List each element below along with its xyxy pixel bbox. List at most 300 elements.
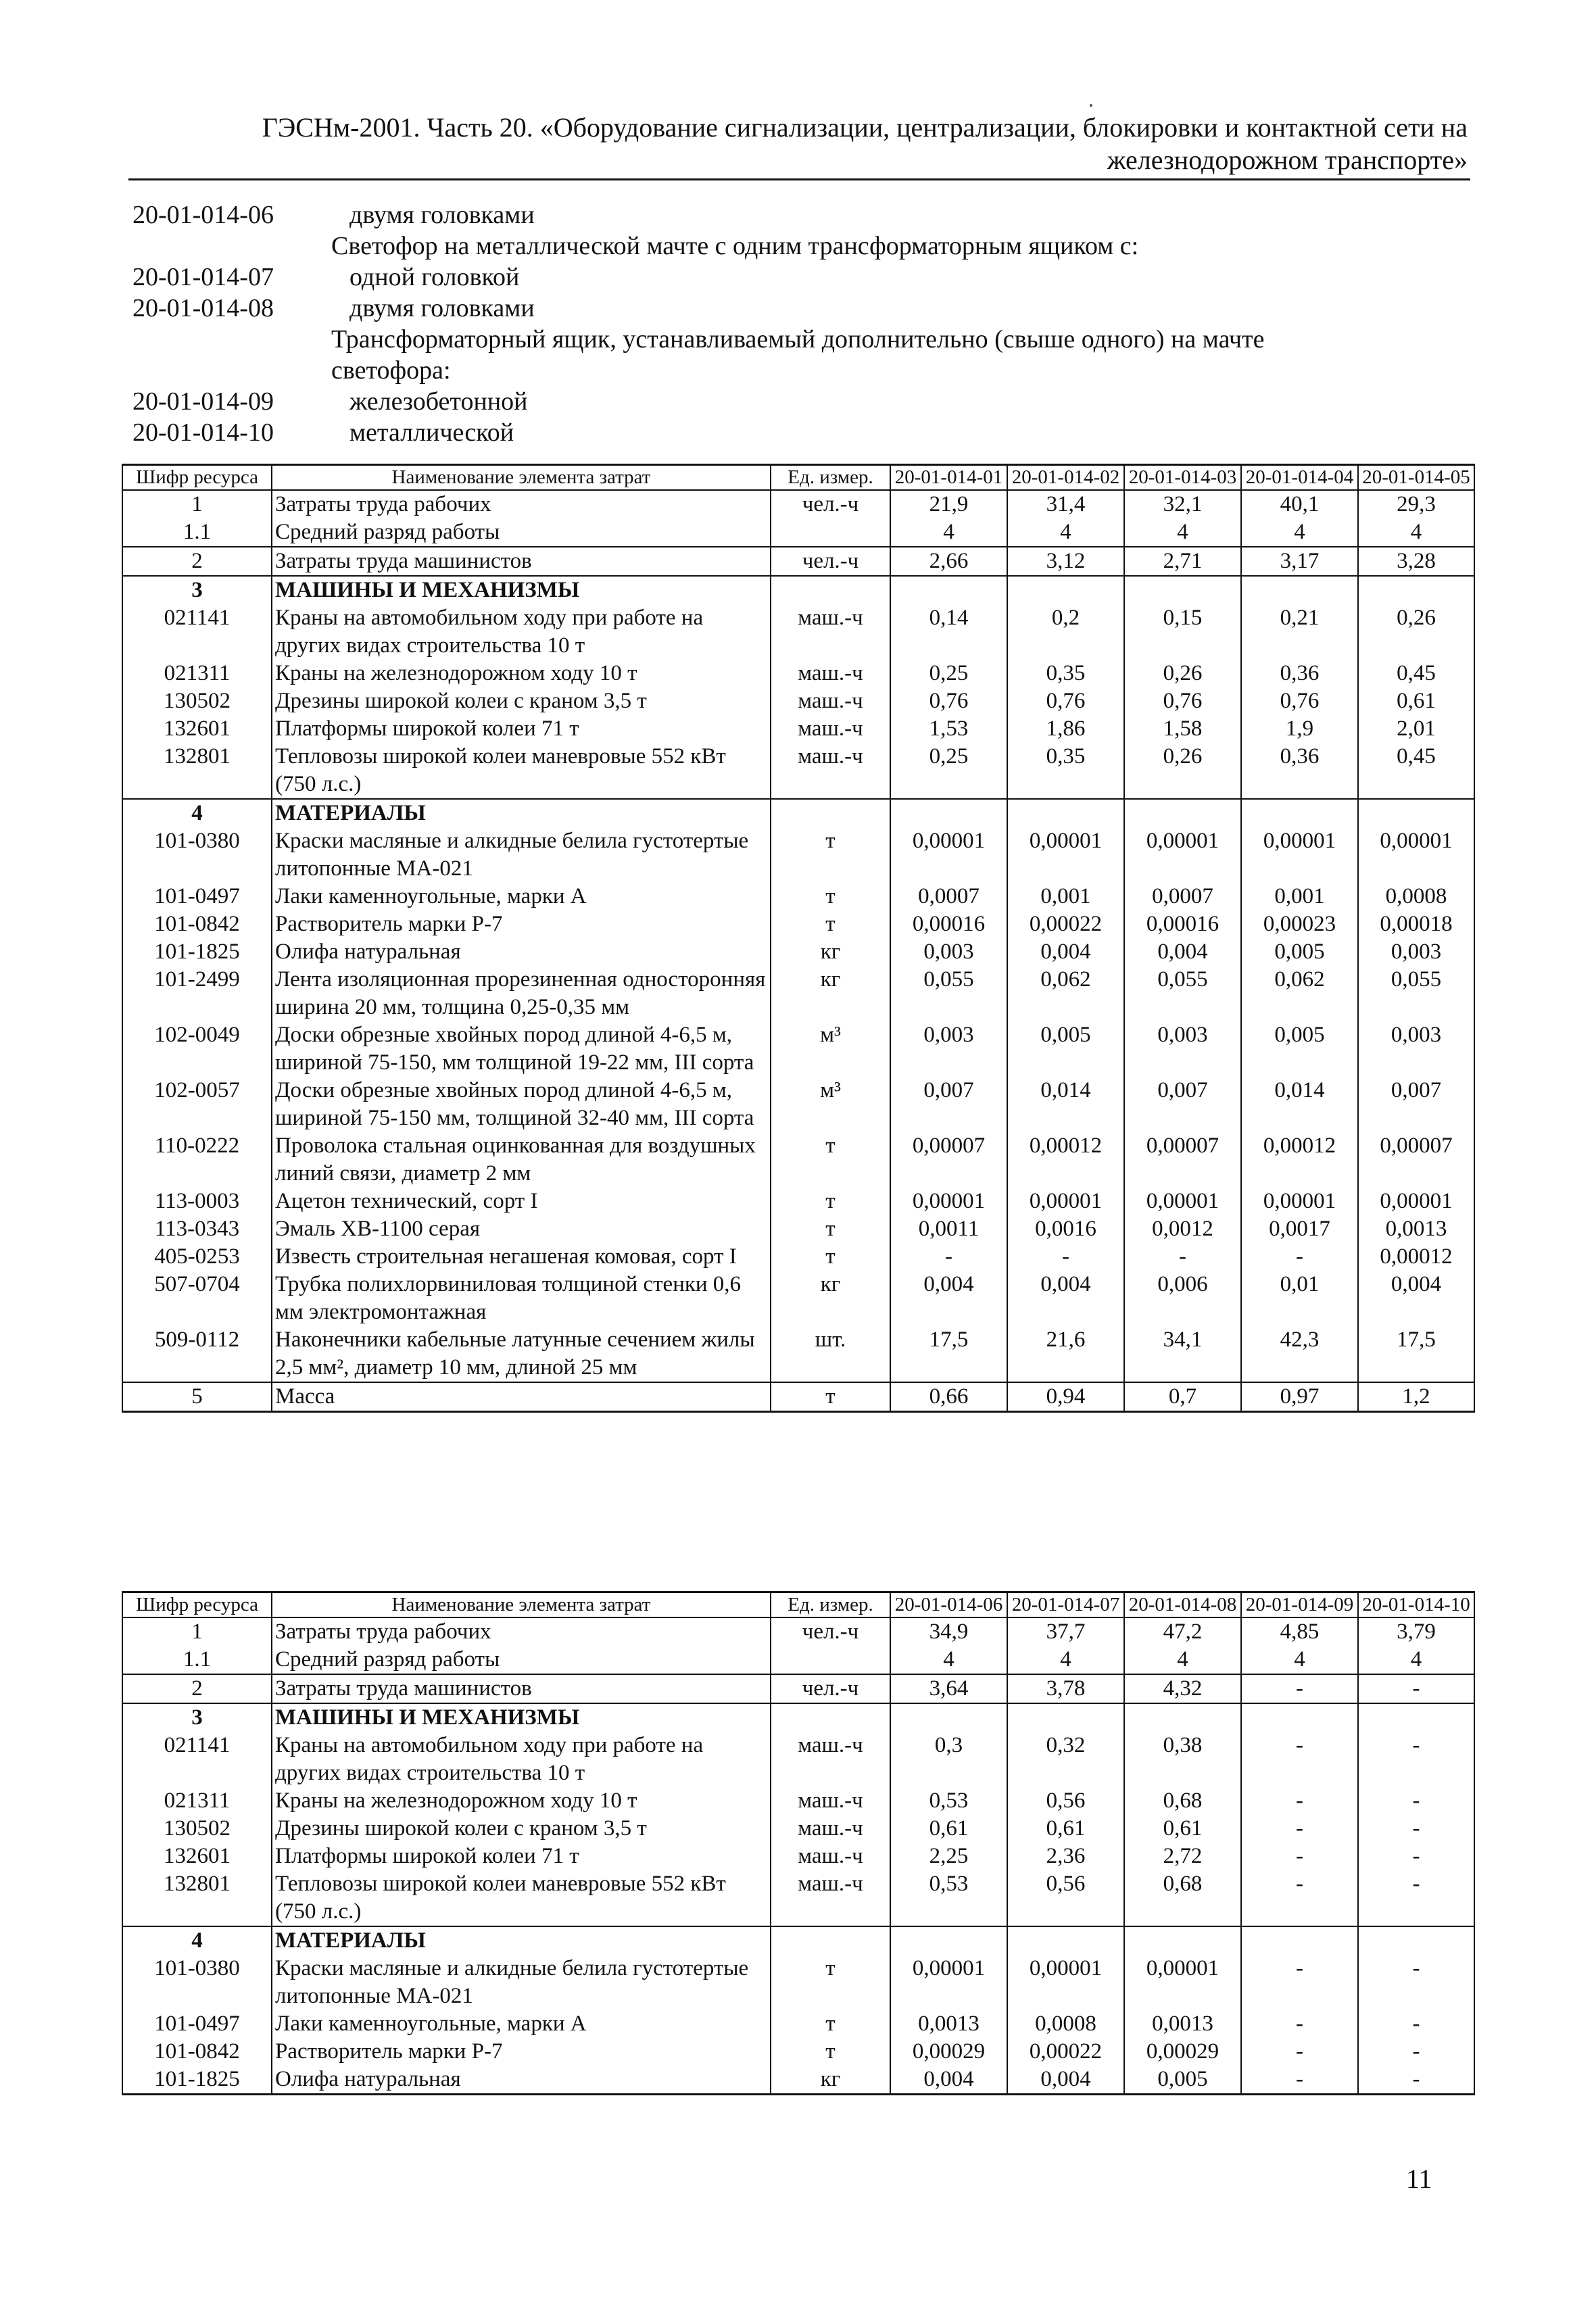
resource-value: - xyxy=(1358,2038,1474,2066)
resource-unit: маш.-ч xyxy=(771,604,890,660)
table-row xyxy=(122,883,1474,910)
resource-value: 0,00029 xyxy=(890,2038,1007,2066)
resource-value: 0,0017 xyxy=(1241,1215,1358,1243)
resource-value: 0,0011 xyxy=(890,1215,1007,1243)
resource-value: 0,005 xyxy=(1241,938,1358,966)
resource-value xyxy=(1241,576,1358,604)
resource-value: 0,00022 xyxy=(1007,910,1124,938)
resource-name: Дрезины широкой колеи с краном 3,5 т xyxy=(272,1815,771,1843)
resource-value: - xyxy=(1358,1843,1474,1870)
resource-name: Краски масляные и алкидные белила густотертые литопонные МА-021 xyxy=(272,1955,771,2010)
resource-unit: кг xyxy=(771,2066,890,2095)
header-column-code: 20-01-014-05 xyxy=(1358,465,1474,491)
resource-value: 4 xyxy=(1007,1646,1124,1674)
resource-name: Краны на автомобильном ходу при работе на других видах строительства 10 т xyxy=(272,1732,771,1787)
resource-code: 4 xyxy=(122,799,272,827)
resource-value: 0,36 xyxy=(1241,743,1358,799)
intro-text: светофора: xyxy=(331,356,451,385)
resource-value: 34,9 xyxy=(890,1617,1007,1646)
table-row xyxy=(122,1926,1474,1955)
resource-value: 47,2 xyxy=(1124,1617,1241,1646)
resource-value: 0,76 xyxy=(1124,687,1241,715)
resource-value: 2,25 xyxy=(890,1843,1007,1870)
resource-value: - xyxy=(1358,1674,1474,1703)
resource-value: 0,014 xyxy=(1007,1077,1124,1132)
resource-value: 0,00001 xyxy=(1358,827,1474,883)
resource-value: 0,00012 xyxy=(1241,1132,1358,1188)
resource-value: 0,61 xyxy=(1124,1815,1241,1843)
resource-unit: маш.-ч xyxy=(771,1815,890,1843)
intro-code: 20-01-014-09 xyxy=(132,387,274,416)
resource-code: 021311 xyxy=(122,1787,272,1815)
resource-name: Затраты труда машинистов xyxy=(272,547,771,576)
table-row xyxy=(122,910,1474,938)
resource-value: 0,66 xyxy=(890,1382,1007,1412)
resource-value xyxy=(1358,576,1474,604)
resource-value: 0,00001 xyxy=(890,1188,1007,1215)
resource-value: 0,00001 xyxy=(1124,1955,1241,2010)
resource-name: Лаки каменноугольные, марки А xyxy=(272,883,771,910)
table-row xyxy=(122,743,1474,799)
resource-code: 101-0497 xyxy=(122,2010,272,2038)
resource-unit: чел.-ч xyxy=(771,1674,890,1703)
resource-code: 1.1 xyxy=(122,1646,272,1674)
resource-value: 0,004 xyxy=(1007,1271,1124,1326)
resource-value: 0,00001 xyxy=(890,827,1007,883)
resource-unit: т xyxy=(771,1132,890,1188)
table-row xyxy=(122,966,1474,1021)
resource-value xyxy=(1358,1703,1474,1732)
resource-value: 0,53 xyxy=(890,1870,1007,1926)
table-row xyxy=(122,1132,1474,1188)
resource-code: 405-0253 xyxy=(122,1243,272,1271)
resource-value: 0,062 xyxy=(1241,966,1358,1021)
table-row xyxy=(122,1646,1474,1674)
resource-value xyxy=(890,1926,1007,1955)
header-column-code: 20-01-014-07 xyxy=(1007,1592,1124,1618)
resource-value: 0,00001 xyxy=(1124,827,1241,883)
resource-value: 0,003 xyxy=(1124,1021,1241,1077)
resource-value: 0,0012 xyxy=(1124,1215,1241,1243)
resource-code: 132801 xyxy=(122,1870,272,1926)
resource-value: 4 xyxy=(1007,518,1124,547)
resource-value xyxy=(1241,799,1358,827)
resource-value: 0,76 xyxy=(1007,687,1124,715)
resource-name: Краны на автомобильном ходу при работе на других видах строительства 10 т xyxy=(272,604,771,660)
resource-name: МАТЕРИАЛЫ xyxy=(272,799,771,827)
resource-unit: маш.-ч xyxy=(771,1787,890,1815)
page-number: 11 xyxy=(1406,2164,1432,2194)
resource-name: Проволока стальная оцинкованная для воздушных линий связи, диаметр 2 мм xyxy=(272,1132,771,1188)
resource-value xyxy=(1124,799,1241,827)
resource-unit xyxy=(771,799,890,827)
resource-value xyxy=(890,576,1007,604)
resource-code: 101-0842 xyxy=(122,910,272,938)
table-row xyxy=(122,715,1474,743)
resource-value: - xyxy=(1241,2038,1358,2066)
resource-value: 0,26 xyxy=(1358,604,1474,660)
resource-value: 0,005 xyxy=(1241,1021,1358,1077)
resource-value: 0,0013 xyxy=(890,2010,1007,2038)
resource-unit: чел.-ч xyxy=(771,1617,890,1646)
running-header-line-1: ГЭСНм-2001. Часть 20. «Оборудование сигнализации, централизации, блокировки и контактной сети на xyxy=(262,112,1468,143)
resource-value: 0,00001 xyxy=(1358,1188,1474,1215)
resource-unit: т xyxy=(771,2038,890,2066)
resource-unit xyxy=(771,1703,890,1732)
resource-code: 101-1825 xyxy=(122,938,272,966)
resource-value: 0,003 xyxy=(1358,1021,1474,1077)
resource-value: 0,005 xyxy=(1007,1021,1124,1077)
table-row xyxy=(122,827,1474,883)
resource-value: 4 xyxy=(1124,518,1241,547)
intro-text: металлической xyxy=(349,418,514,447)
table-row xyxy=(122,1271,1474,1326)
resource-code: 021141 xyxy=(122,604,272,660)
resource-name: Олифа натуральная xyxy=(272,938,771,966)
resource-code: 021311 xyxy=(122,660,272,687)
resource-value: 3,12 xyxy=(1007,547,1124,576)
table-row xyxy=(122,1815,1474,1843)
resource-value: - xyxy=(1358,1815,1474,1843)
resource-value: 0,26 xyxy=(1124,743,1241,799)
resource-value: 0,0008 xyxy=(1358,883,1474,910)
resource-value: 0,003 xyxy=(890,938,1007,966)
resource-value xyxy=(1007,576,1124,604)
resource-unit: чел.-ч xyxy=(771,547,890,576)
header-column-code: 20-01-014-03 xyxy=(1124,465,1241,491)
resource-code: 130502 xyxy=(122,687,272,715)
resource-code: 507-0704 xyxy=(122,1271,272,1326)
resource-code: 113-0343 xyxy=(122,1215,272,1243)
resource-value: - xyxy=(1241,1243,1358,1271)
resource-value: 0,004 xyxy=(890,1271,1007,1326)
resource-unit xyxy=(771,576,890,604)
resource-value xyxy=(1124,1703,1241,1732)
resource-value: - xyxy=(1241,1732,1358,1787)
resource-code: 1 xyxy=(122,1617,272,1646)
resource-value: 37,7 xyxy=(1007,1617,1124,1646)
resource-code: 101-0380 xyxy=(122,1955,272,2010)
resource-unit: кг xyxy=(771,966,890,1021)
resource-value: 0,00001 xyxy=(890,1955,1007,2010)
resource-unit: чел.-ч xyxy=(771,490,890,518)
resource-value: 0,01 xyxy=(1241,1271,1358,1326)
resource-code: 509-0112 xyxy=(122,1326,272,1382)
resource-value: - xyxy=(1241,2010,1358,2038)
resource-unit: т xyxy=(771,827,890,883)
resource-value: 0,00022 xyxy=(1007,2038,1124,2066)
resource-value: 4 xyxy=(1124,1646,1241,1674)
resource-name: Растворитель марки Р-7 xyxy=(272,910,771,938)
resource-value: 0,97 xyxy=(1241,1382,1358,1412)
table-row xyxy=(122,604,1474,660)
resource-code: 2 xyxy=(122,1674,272,1703)
table-row xyxy=(122,576,1474,604)
header-code: Шифр ресурса xyxy=(122,1592,272,1618)
resource-unit: кг xyxy=(771,1271,890,1326)
resource-code: 3 xyxy=(122,1703,272,1732)
resource-value: 0,001 xyxy=(1007,883,1124,910)
resource-value: 2,72 xyxy=(1124,1843,1241,1870)
resource-value: 31,4 xyxy=(1007,490,1124,518)
resource-code: 5 xyxy=(122,1382,272,1412)
resource-unit: кг xyxy=(771,938,890,966)
resource-code: 3 xyxy=(122,576,272,604)
resource-code: 021141 xyxy=(122,1732,272,1787)
resource-value: - xyxy=(1358,2010,1474,2038)
running-header-line-2: железнодорожном транспорте» xyxy=(1107,145,1468,175)
resource-unit: маш.-ч xyxy=(771,1870,890,1926)
resource-value xyxy=(890,1703,1007,1732)
resource-name: Растворитель марки Р-7 xyxy=(272,2038,771,2066)
resource-value: 32,1 xyxy=(1124,490,1241,518)
resource-value: 42,3 xyxy=(1241,1326,1358,1382)
resource-value: 0,0008 xyxy=(1007,2010,1124,2038)
table-row xyxy=(122,1955,1474,2010)
resource-value: - xyxy=(1241,1815,1358,1843)
resource-table-1 xyxy=(122,464,1475,1413)
resource-value: - xyxy=(1358,1870,1474,1926)
resource-value: 2,36 xyxy=(1007,1843,1124,1870)
intro-text: двумя головками xyxy=(349,201,535,229)
resource-value: 0,0007 xyxy=(890,883,1007,910)
resource-unit: м³ xyxy=(771,1021,890,1077)
resource-value: 0,00023 xyxy=(1241,910,1358,938)
resource-value: 0,45 xyxy=(1358,660,1474,687)
table-header-row xyxy=(122,465,1474,491)
resource-value: 0,00001 xyxy=(1007,1955,1124,2010)
resource-value: 0,007 xyxy=(1358,1077,1474,1132)
resource-code: 101-0842 xyxy=(122,2038,272,2066)
resource-code: 132601 xyxy=(122,1843,272,1870)
resource-value: - xyxy=(1358,1787,1474,1815)
resource-unit: маш.-ч xyxy=(771,743,890,799)
resource-value: 0,25 xyxy=(890,660,1007,687)
resource-name: Платформы широкой колеи 71 т xyxy=(272,715,771,743)
table-row xyxy=(122,1843,1474,1870)
resource-unit: шт. xyxy=(771,1326,890,1382)
resource-value: 1,53 xyxy=(890,715,1007,743)
resource-value: 0,32 xyxy=(1007,1732,1124,1787)
table-row xyxy=(122,1674,1474,1703)
resource-table-2 xyxy=(122,1591,1475,2095)
resource-value: 0,00001 xyxy=(1241,827,1358,883)
resource-value: 0,26 xyxy=(1124,660,1241,687)
resource-value: - xyxy=(1358,1955,1474,2010)
resource-value: 21,6 xyxy=(1007,1326,1124,1382)
resource-value xyxy=(1007,1926,1124,1955)
resource-code: 130502 xyxy=(122,1815,272,1843)
resource-name: Масса xyxy=(272,1382,771,1412)
table-row xyxy=(122,547,1474,576)
resource-value: 4 xyxy=(890,1646,1007,1674)
resource-value: 0,007 xyxy=(890,1077,1007,1132)
resource-code: 101-0497 xyxy=(122,883,272,910)
intro-text: одной головкой xyxy=(349,263,520,291)
resource-unit xyxy=(771,1926,890,1955)
resource-value: 0,15 xyxy=(1124,604,1241,660)
resource-value: 0,00001 xyxy=(1007,827,1124,883)
resource-value: 0,062 xyxy=(1007,966,1124,1021)
intro-text: железобетонной xyxy=(349,387,528,416)
table-row xyxy=(122,1870,1474,1926)
resource-name: Средний разряд работы xyxy=(272,1646,771,1674)
table-row xyxy=(122,1188,1474,1215)
resource-code: 110-0222 xyxy=(122,1132,272,1188)
resource-unit: маш.-ч xyxy=(771,687,890,715)
resource-value: 0,00016 xyxy=(890,910,1007,938)
resource-value: 0,56 xyxy=(1007,1787,1124,1815)
header-column-code: 20-01-014-02 xyxy=(1007,465,1124,491)
resource-value: 3,64 xyxy=(890,1674,1007,1703)
resource-value: 0,00012 xyxy=(1358,1243,1474,1271)
table-row xyxy=(122,1787,1474,1815)
resource-value: 0,21 xyxy=(1241,604,1358,660)
table-row xyxy=(122,518,1474,547)
resource-unit: т xyxy=(771,2010,890,2038)
resource-unit: т xyxy=(771,910,890,938)
resource-value: 1,9 xyxy=(1241,715,1358,743)
resource-name: Средний разряд работы xyxy=(272,518,771,547)
table-row xyxy=(122,687,1474,715)
header-name: Наименование элемента затрат xyxy=(272,1592,771,1618)
resource-value: 2,71 xyxy=(1124,547,1241,576)
resource-value: 0,61 xyxy=(1007,1815,1124,1843)
resource-unit: маш.-ч xyxy=(771,715,890,743)
table-header-row xyxy=(122,1592,1474,1618)
resource-value: 0,00016 xyxy=(1124,910,1241,938)
resource-name: Эмаль ХВ-1100 серая xyxy=(272,1215,771,1243)
resource-value xyxy=(1007,1703,1124,1732)
resource-value: 0,38 xyxy=(1124,1732,1241,1787)
table-row xyxy=(122,660,1474,687)
resource-code: 113-0003 xyxy=(122,1188,272,1215)
resource-value: 0,004 xyxy=(1007,2066,1124,2095)
resource-unit: т xyxy=(771,1215,890,1243)
table-row xyxy=(122,938,1474,966)
table-row xyxy=(122,490,1474,518)
resource-value: 0,004 xyxy=(1007,938,1124,966)
resource-value xyxy=(1124,576,1241,604)
resource-value xyxy=(890,799,1007,827)
resource-name: Доски обрезные хвойных пород длиной 4-6,5 м, шириной 75-150, мм толщиной 19-22 мм, III сорта xyxy=(272,1021,771,1077)
resource-value: - xyxy=(1241,1955,1358,2010)
resource-value: 4 xyxy=(1358,1646,1474,1674)
resource-code: 1 xyxy=(122,490,272,518)
resource-value: 0,94 xyxy=(1007,1382,1124,1412)
resource-value: 17,5 xyxy=(1358,1326,1474,1382)
resource-unit: м³ xyxy=(771,1077,890,1132)
resource-value: 4 xyxy=(1358,518,1474,547)
resource-unit: т xyxy=(771,1243,890,1271)
resource-value xyxy=(1241,1703,1358,1732)
table-row xyxy=(122,2066,1474,2095)
resource-name: Лента изоляционная прорезиненная односторонняя ширина 20 мм, толщина 0,25-0,35 мм xyxy=(272,966,771,1021)
table-row xyxy=(122,1382,1474,1412)
resource-value: 3,79 xyxy=(1358,1617,1474,1646)
resource-name: Известь строительная негашеная комовая, сорт I xyxy=(272,1243,771,1271)
resource-code: 4 xyxy=(122,1926,272,1955)
resource-code: 1.1 xyxy=(122,518,272,547)
resource-name: Наконечники кабельные латунные сечением жилы 2,5 мм², диаметр 10 мм, длиной 25 мм xyxy=(272,1326,771,1382)
resource-value: 0,055 xyxy=(890,966,1007,1021)
header-column-code: 20-01-014-09 xyxy=(1241,1592,1358,1618)
resource-value: 40,1 xyxy=(1241,490,1358,518)
resource-code: 132801 xyxy=(122,743,272,799)
intro-text: двумя головками xyxy=(349,294,535,322)
resource-name: Краны на железнодорожном ходу 10 т xyxy=(272,1787,771,1815)
table-row xyxy=(122,1077,1474,1132)
intro-code: 20-01-014-06 xyxy=(132,201,274,229)
resource-value: 0,3 xyxy=(890,1732,1007,1787)
intro-text: Трансформаторный ящик, устанавливаемый дополнительно (свыше одного) на мачте xyxy=(331,325,1265,354)
resource-unit: т xyxy=(771,1188,890,1215)
header-unit: Ед. измер. xyxy=(771,1592,890,1618)
resource-value: 0,0013 xyxy=(1124,2010,1241,2038)
resource-value: 0,68 xyxy=(1124,1787,1241,1815)
resource-value: 0,00007 xyxy=(1358,1132,1474,1188)
table-row xyxy=(122,1617,1474,1646)
resource-value: 4,32 xyxy=(1124,1674,1241,1703)
header-column-code: 20-01-014-10 xyxy=(1358,1592,1474,1618)
resource-unit xyxy=(771,518,890,547)
resource-value: 0,68 xyxy=(1124,1870,1241,1926)
resource-value: 0,007 xyxy=(1124,1077,1241,1132)
resource-value: 0,001 xyxy=(1241,883,1358,910)
resource-value: 0,0007 xyxy=(1124,883,1241,910)
resource-value: 2,66 xyxy=(890,547,1007,576)
resource-value: 29,3 xyxy=(1358,490,1474,518)
resource-name: Трубка полихлорвиниловая толщиной стенки 0,6 мм электромонтажная xyxy=(272,1271,771,1326)
resource-value: 4,85 xyxy=(1241,1617,1358,1646)
resource-value xyxy=(1007,799,1124,827)
intro-code: 20-01-014-08 xyxy=(132,294,274,322)
resource-value: 0,61 xyxy=(890,1815,1007,1843)
resource-unit: маш.-ч xyxy=(771,660,890,687)
resource-name: Краны на железнодорожном ходу 10 т xyxy=(272,660,771,687)
resource-value: 0,00012 xyxy=(1007,1132,1124,1188)
resource-code: 101-1825 xyxy=(122,2066,272,2095)
header-column-code: 20-01-014-04 xyxy=(1241,465,1358,491)
resource-value: 0,003 xyxy=(890,1021,1007,1077)
resource-value xyxy=(1124,1926,1241,1955)
resource-value: 0,004 xyxy=(1358,1271,1474,1326)
resource-value: - xyxy=(890,1243,1007,1271)
resource-value: 0,003 xyxy=(1358,938,1474,966)
resource-value: 0,00001 xyxy=(1241,1188,1358,1215)
resource-name: Затраты труда машинистов xyxy=(272,1674,771,1703)
resource-value: 0,53 xyxy=(890,1787,1007,1815)
resource-value: - xyxy=(1241,1870,1358,1926)
table-row xyxy=(122,1326,1474,1382)
table-row xyxy=(122,1703,1474,1732)
resource-value: - xyxy=(1241,1674,1358,1703)
table-row xyxy=(122,1243,1474,1271)
header-column-code: 20-01-014-08 xyxy=(1124,1592,1241,1618)
table-row xyxy=(122,2038,1474,2066)
resource-value: - xyxy=(1241,1787,1358,1815)
resource-value: 0,61 xyxy=(1358,687,1474,715)
resource-code: 101-2499 xyxy=(122,966,272,1021)
resource-name: Затраты труда рабочих xyxy=(272,1617,771,1646)
resource-value: 0,00029 xyxy=(1124,2038,1241,2066)
resource-code: 102-0049 xyxy=(122,1021,272,1077)
resource-value: 0,00001 xyxy=(1007,1188,1124,1215)
resource-value: 0,2 xyxy=(1007,604,1124,660)
resource-unit: т xyxy=(771,1382,890,1412)
resource-unit: маш.-ч xyxy=(771,1732,890,1787)
resource-value xyxy=(1241,1926,1358,1955)
